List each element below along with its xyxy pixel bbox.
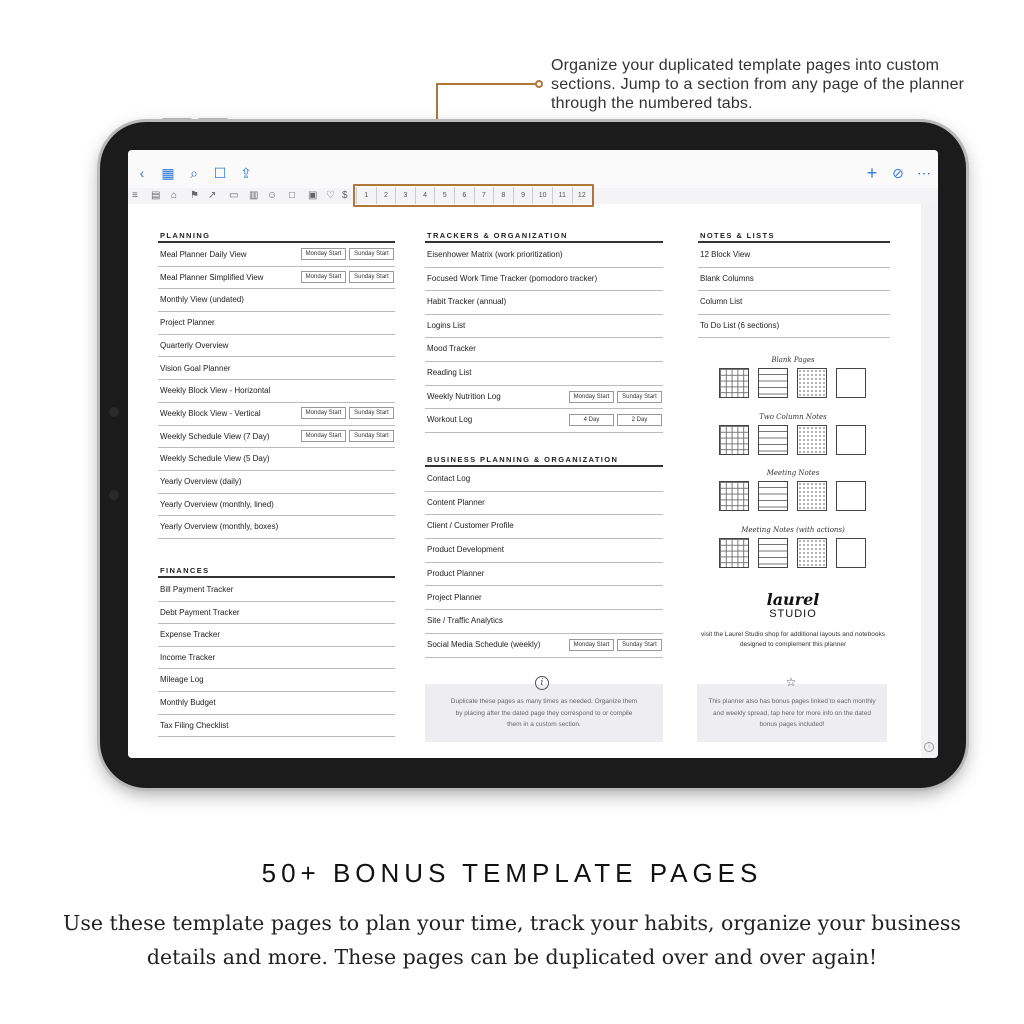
list-item[interactable] bbox=[425, 315, 663, 339]
plus-icon[interactable]: + bbox=[866, 163, 878, 183]
grid-icon[interactable]: ▦ bbox=[161, 165, 175, 181]
list-item-label: Tax Filing Checklist bbox=[160, 720, 229, 730]
blank-page-thumbnail[interactable] bbox=[836, 425, 866, 455]
bookmark-icon[interactable]: ☐ bbox=[213, 165, 227, 181]
list-item-label: Mood Tracker bbox=[427, 344, 476, 354]
list-item-label: Site / Traffic Analytics bbox=[427, 616, 503, 626]
layout-icon[interactable]: ▤ bbox=[151, 190, 161, 201]
section-tab-9[interactable]: 9 bbox=[513, 187, 533, 204]
app-toolbar bbox=[128, 150, 938, 188]
list-item-label: Reading List bbox=[427, 368, 472, 377]
list-item-label: Income Tracker bbox=[160, 652, 216, 662]
variant-chip[interactable]: Monday Start bbox=[301, 407, 346, 419]
list-item-label: Expense Tracker bbox=[160, 630, 221, 640]
list-item[interactable] bbox=[158, 448, 395, 471]
list-item-label: To Do List (6 sections) bbox=[700, 320, 780, 330]
section-tab-6[interactable]: 6 bbox=[454, 187, 474, 204]
section-tab-1[interactable]: 1 bbox=[356, 187, 376, 204]
document-icon[interactable]: ▥ bbox=[249, 190, 259, 201]
shop-text[interactable]: visit the Laurel Studio shop for additional layouts and notebooks designed to complement this planner bbox=[701, 631, 885, 648]
variant-chip[interactable]: Sunday Start bbox=[349, 430, 394, 442]
lined-page-thumbnail[interactable] bbox=[758, 538, 788, 568]
logo-wordmark: laurel bbox=[766, 590, 820, 609]
list-item[interactable] bbox=[158, 267, 395, 290]
menu-icon[interactable]: ≡ bbox=[132, 190, 138, 201]
list-item[interactable] bbox=[158, 289, 395, 312]
grid-page-thumbnail[interactable] bbox=[719, 425, 749, 455]
list-item-label: Social Media Schedule (weekly) bbox=[427, 639, 541, 649]
page-info-icon[interactable]: i bbox=[924, 742, 934, 752]
page-group-caption: Meeting Notes bbox=[766, 469, 820, 477]
list-item-label: Client / Customer Profile bbox=[427, 521, 514, 531]
flag-icon[interactable]: ⚑ bbox=[190, 190, 199, 201]
dotted-page-thumbnail[interactable] bbox=[797, 368, 827, 398]
list-item[interactable] bbox=[158, 647, 395, 670]
list-item-label: Product Planner bbox=[427, 568, 485, 578]
list-item-label: Weekly Nutrition Log bbox=[427, 391, 501, 401]
pencil-circle-icon[interactable]: ⊘ bbox=[892, 165, 904, 181]
list-item[interactable] bbox=[158, 471, 395, 494]
heart-icon[interactable]: ♡ bbox=[326, 190, 335, 201]
list-item[interactable] bbox=[698, 244, 890, 268]
laurel-studio-logo[interactable] bbox=[698, 592, 888, 620]
section-rule bbox=[425, 241, 663, 243]
list-item-label: Weekly Schedule View (7 Day) bbox=[160, 431, 270, 441]
section-title-notes: NOTES & LISTS bbox=[700, 231, 775, 240]
list-item[interactable] bbox=[158, 426, 395, 449]
list-item[interactable] bbox=[158, 494, 395, 517]
list-item[interactable] bbox=[425, 291, 663, 315]
list-item-label: Mileage Log bbox=[160, 675, 204, 685]
variant-chip[interactable]: Sunday Start bbox=[349, 248, 394, 260]
list-item-label: Product Development bbox=[427, 545, 504, 555]
info-icon: i bbox=[535, 676, 549, 690]
list-item-label: Weekly Block View - Horizontal bbox=[160, 386, 271, 396]
list-item[interactable] bbox=[425, 634, 663, 658]
list-item[interactable] bbox=[158, 403, 395, 426]
camera-dot bbox=[109, 407, 119, 417]
variant-chip[interactable]: 4 Day bbox=[569, 414, 614, 426]
person-icon[interactable]: ☺ bbox=[267, 190, 278, 201]
lined-page-thumbnail[interactable] bbox=[758, 425, 788, 455]
list-item-label: Habit Tracker (annual) bbox=[427, 297, 507, 307]
list-item[interactable] bbox=[425, 338, 663, 362]
list-item[interactable] bbox=[425, 244, 663, 268]
list-item-label: Eisenhower Matrix (work prioritization) bbox=[427, 250, 563, 259]
clipboard-icon[interactable]: ▣ bbox=[308, 190, 318, 201]
variant-chip[interactable]: Monday Start bbox=[301, 430, 346, 442]
section-title-planning: PLANNING bbox=[160, 231, 211, 240]
list-item[interactable] bbox=[158, 579, 395, 602]
dollar-icon[interactable]: $ bbox=[342, 190, 348, 201]
list-item-label: Debt Payment Tracker bbox=[160, 607, 240, 617]
variant-chip[interactable]: Sunday Start bbox=[349, 271, 394, 283]
variant-chip[interactable]: Sunday Start bbox=[349, 407, 394, 419]
list-item[interactable] bbox=[425, 362, 663, 386]
list-item[interactable] bbox=[158, 624, 395, 647]
list-item[interactable] bbox=[698, 268, 890, 292]
section-tab-12[interactable]: 12 bbox=[572, 187, 592, 204]
list-item[interactable] bbox=[158, 715, 395, 738]
variant-chip[interactable]: Monday Start bbox=[569, 639, 614, 651]
section-tab-3[interactable]: 3 bbox=[395, 187, 415, 204]
list-item-label: Project Planner bbox=[160, 318, 215, 328]
list-item[interactable] bbox=[425, 468, 663, 492]
section-tab-10[interactable]: 10 bbox=[532, 187, 552, 204]
section-tab-11[interactable]: 11 bbox=[552, 187, 572, 204]
list-item[interactable] bbox=[425, 539, 663, 563]
list-item[interactable] bbox=[425, 610, 663, 634]
chart-icon[interactable]: ↗ bbox=[208, 190, 217, 201]
blank-page-thumbnail[interactable] bbox=[836, 481, 866, 511]
dotted-page-thumbnail[interactable] bbox=[797, 425, 827, 455]
list-item-label: Content Planner bbox=[427, 497, 485, 507]
page-group-caption: Meeting Notes (with actions) bbox=[741, 525, 845, 534]
dotted-page-thumbnail[interactable] bbox=[797, 538, 827, 568]
list-item-label: Monthly View (undated) bbox=[160, 295, 244, 305]
list-item[interactable] bbox=[698, 291, 890, 315]
section-rule bbox=[158, 576, 395, 578]
callout-dot bbox=[535, 80, 543, 88]
section-tab-7[interactable]: 7 bbox=[474, 187, 494, 204]
list-item-label: Monthly Budget bbox=[160, 698, 216, 707]
logo-subtitle: STUDIO bbox=[769, 608, 817, 620]
list-item-label: Yearly Overview (monthly, lined) bbox=[160, 499, 274, 509]
section-tab-2[interactable]: 2 bbox=[376, 187, 396, 204]
list-item[interactable] bbox=[698, 315, 890, 339]
grid-page-thumbnail[interactable] bbox=[719, 368, 749, 398]
list-item-label: Vision Goal Planner bbox=[160, 363, 231, 373]
list-item[interactable] bbox=[158, 358, 395, 381]
list-item[interactable] bbox=[158, 380, 395, 403]
blank-page-thumbnail[interactable] bbox=[836, 538, 866, 568]
list-item-label: Focused Work Time Tracker (pomodoro tracker) bbox=[427, 273, 598, 283]
section-tab-4[interactable]: 4 bbox=[415, 187, 435, 204]
list-item-label: Logins List bbox=[427, 320, 466, 330]
blank-page-thumbnail[interactable] bbox=[836, 368, 866, 398]
list-item[interactable] bbox=[425, 409, 663, 433]
list-item-label: Meal Planner Daily View bbox=[160, 250, 247, 259]
list-item-label: Contact Log bbox=[427, 474, 471, 483]
variant-chip[interactable]: Sunday Start bbox=[617, 391, 662, 403]
lined-page-thumbnail[interactable] bbox=[758, 481, 788, 511]
dotted-page-thumbnail[interactable] bbox=[797, 481, 827, 511]
list-item-label: Weekly Schedule View (5 Day) bbox=[160, 454, 270, 464]
section-rule bbox=[698, 241, 890, 243]
camera-dot bbox=[109, 490, 119, 500]
list-item[interactable] bbox=[158, 516, 395, 539]
variant-chip[interactable]: Monday Start bbox=[569, 391, 614, 403]
section-title-finances: FINANCES bbox=[160, 566, 210, 575]
list-item[interactable] bbox=[425, 563, 663, 587]
section-tab-8[interactable]: 8 bbox=[493, 187, 513, 204]
section-rule bbox=[425, 465, 663, 467]
search-icon[interactable]: ⌕ bbox=[190, 165, 198, 181]
section-tab-5[interactable]: 5 bbox=[434, 187, 454, 204]
tabs-highlight-box bbox=[353, 184, 594, 207]
home-icon[interactable]: ⌂ bbox=[171, 190, 178, 201]
chat-icon[interactable]: ▭ bbox=[229, 190, 239, 201]
lined-page-thumbnail[interactable] bbox=[758, 368, 788, 398]
calendar-icon[interactable]: □ bbox=[289, 190, 296, 201]
list-item[interactable] bbox=[158, 669, 395, 692]
headline: 50+ BONUS TEMPLATE PAGES bbox=[261, 858, 763, 888]
list-item-label: Weekly Block View - Vertical bbox=[160, 408, 261, 418]
list-item[interactable] bbox=[425, 268, 663, 292]
list-item[interactable] bbox=[158, 692, 395, 715]
grid-page-thumbnail[interactable] bbox=[719, 538, 749, 568]
list-item[interactable] bbox=[425, 515, 663, 539]
list-item-label: Workout Log bbox=[427, 415, 473, 425]
list-item-label: Blank Columns bbox=[700, 273, 754, 283]
back-icon[interactable]: ‹ bbox=[139, 165, 145, 181]
list-item[interactable] bbox=[425, 386, 663, 410]
duplicate-info-text: Duplicate these pages as many times as needed. Organize them by placing after the dated page they correspond to or compile them in a custom section. bbox=[450, 698, 638, 728]
variant-chip[interactable]: 2 Day bbox=[617, 414, 662, 426]
list-item[interactable] bbox=[425, 587, 663, 611]
list-item[interactable] bbox=[158, 335, 395, 358]
list-item-label: Yearly Overview (monthly, boxes) bbox=[160, 522, 279, 532]
list-item[interactable] bbox=[425, 492, 663, 516]
section-title-business: BUSINESS PLANNING & ORGANIZATION bbox=[427, 455, 619, 464]
list-item-label: 12 Block View bbox=[700, 250, 751, 259]
list-item-label: Quarterly Overview bbox=[160, 340, 229, 350]
page-group-caption: Two Column Notes bbox=[759, 412, 827, 421]
bonus-info-text[interactable]: This planner also has bonus pages linked to each monthly and weekly spread, tap here for more info on the dated bonus pages included! bbox=[708, 698, 876, 728]
page-scrollbar[interactable] bbox=[922, 204, 938, 758]
variant-chip[interactable]: Monday Start bbox=[301, 248, 346, 260]
list-item[interactable] bbox=[158, 244, 395, 267]
section-title-trackers: TRACKERS & ORGANIZATION bbox=[427, 231, 568, 240]
section-rule bbox=[158, 241, 395, 243]
description: Use these template pages to plan your time, track your habits, organize your business details and more. These pages can be duplicated over and over again! bbox=[63, 911, 961, 969]
list-item-label: Yearly Overview (daily) bbox=[160, 477, 242, 486]
variant-chip[interactable]: Monday Start bbox=[301, 271, 346, 283]
share-icon[interactable]: ⇪ bbox=[240, 165, 252, 181]
star-icon: ☆ bbox=[785, 675, 797, 689]
callout-connector bbox=[436, 83, 536, 85]
callout-text: Organize your duplicated template pages into custom sections. Jump to a section from any page of the planner through the numbered tabs. bbox=[551, 57, 965, 112]
list-item-label: Bill Payment Tracker bbox=[160, 585, 234, 594]
list-item[interactable] bbox=[158, 312, 395, 335]
list-item-label: Project Planner bbox=[427, 592, 482, 602]
list-item[interactable] bbox=[158, 602, 395, 625]
page-group-caption: Blank Pages bbox=[771, 356, 815, 364]
list-item-label: Meal Planner Simplified View bbox=[160, 272, 264, 282]
list-item-label: Column List bbox=[700, 297, 743, 307]
more-icon[interactable]: ⋯ bbox=[917, 165, 931, 181]
variant-chip[interactable]: Sunday Start bbox=[617, 639, 662, 651]
grid-page-thumbnail[interactable] bbox=[719, 481, 749, 511]
